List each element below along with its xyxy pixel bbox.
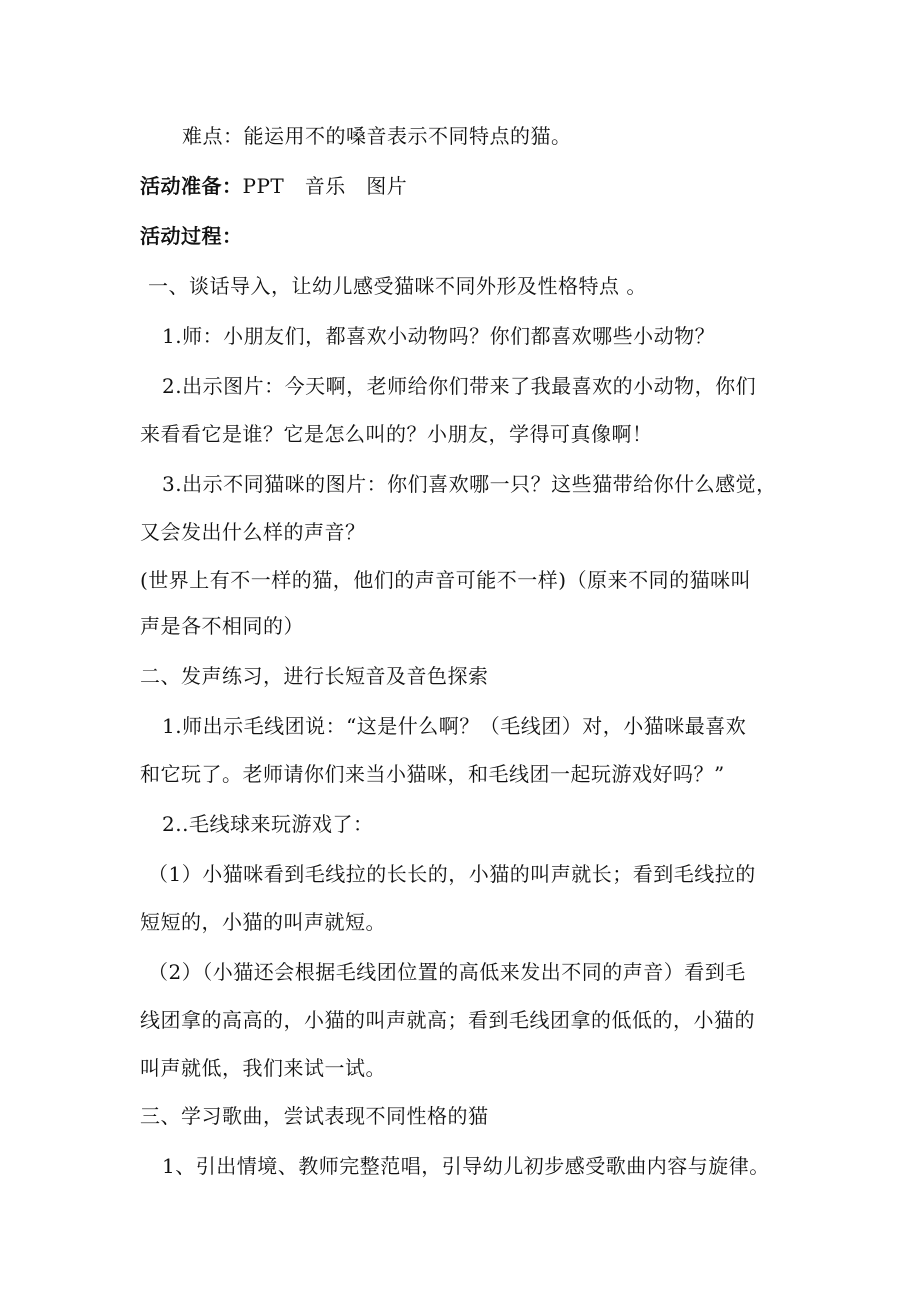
preparation-line bbox=[140, 174, 407, 198]
paragraph-1-2-line-1: 2.出示图片：今天啊，老师给你们带来了我最喜欢的小动物，你们 bbox=[162, 374, 757, 398]
preparation-text: PPT 音乐 图片 bbox=[242, 174, 408, 198]
paragraph-1-1: 1.师：小朋友们，都喜欢小动物吗？你们都喜欢哪些小动物？ bbox=[162, 324, 716, 348]
paragraph-3-1: 1、引出情境、教师完整范唱，引导幼儿初步感受歌曲内容与旋律。 bbox=[162, 1154, 770, 1178]
section-3-heading: 三、学习歌曲，尝试表现不同性格的猫 bbox=[140, 1104, 489, 1128]
preparation-label: 活动准备： bbox=[140, 174, 243, 198]
paragraph-2-1-line-2: 和它玩了。老师请你们来当小猫咪，和毛线团一起玩游戏好吗？” bbox=[140, 762, 725, 786]
paragraph-2-2-2-line-3: 叫声就低，我们来试一试。 bbox=[140, 1056, 386, 1080]
note-line-1: (世界上有不一样的猫，他们的声音可能不一样)（原来不同的猫咪叫 bbox=[140, 568, 752, 592]
note-line-2: 声是各不相同的） bbox=[140, 614, 304, 638]
paragraph-2-2-2-line-1: （2）（小猫还会根据毛线团位置的高低来发出不同的声音）看到毛 bbox=[148, 960, 746, 984]
paragraph-1-2-line-2: 来看看它是谁？它是怎么叫的？小朋友，学得可真像啊！ bbox=[140, 422, 653, 446]
paragraph-2-2: 2..毛线球来玩游戏了： bbox=[162, 812, 374, 836]
paragraph-1-3-line-2: 又会发出什么样的声音？ bbox=[140, 520, 366, 544]
paragraph-2-2-1-line-2: 短短的，小猫的叫声就短。 bbox=[140, 910, 386, 934]
section-2-heading: 二、发声练习，进行长短音及音色探索 bbox=[140, 664, 489, 688]
difficulty-line: 难点：能运用不的嗓音表示不同特点的猫。 bbox=[182, 124, 572, 148]
paragraph-1-3-line-1: 3.出示不同猫咪的图片：你们喜欢哪一只？这些猫带给你什么感觉， bbox=[162, 472, 777, 496]
process-heading: 活动过程： bbox=[140, 224, 243, 248]
paragraph-2-1-line-1: 1.师出示毛线团说：“这是什么啊？（毛线团）对，小猫咪最喜欢 bbox=[162, 714, 747, 738]
paragraph-2-2-2-line-2: 线团拿的高高的，小猫的叫声就高；看到毛线团拿的低低的，小猫的 bbox=[140, 1008, 755, 1032]
section-1-heading: 一、谈话导入，让幼儿感受猫咪不同外形及性格特点 。 bbox=[148, 274, 647, 298]
paragraph-2-2-1-line-1: （1）小猫咪看到毛线拉的长长的，小猫的叫声就长；看到毛线拉的 bbox=[148, 862, 756, 886]
